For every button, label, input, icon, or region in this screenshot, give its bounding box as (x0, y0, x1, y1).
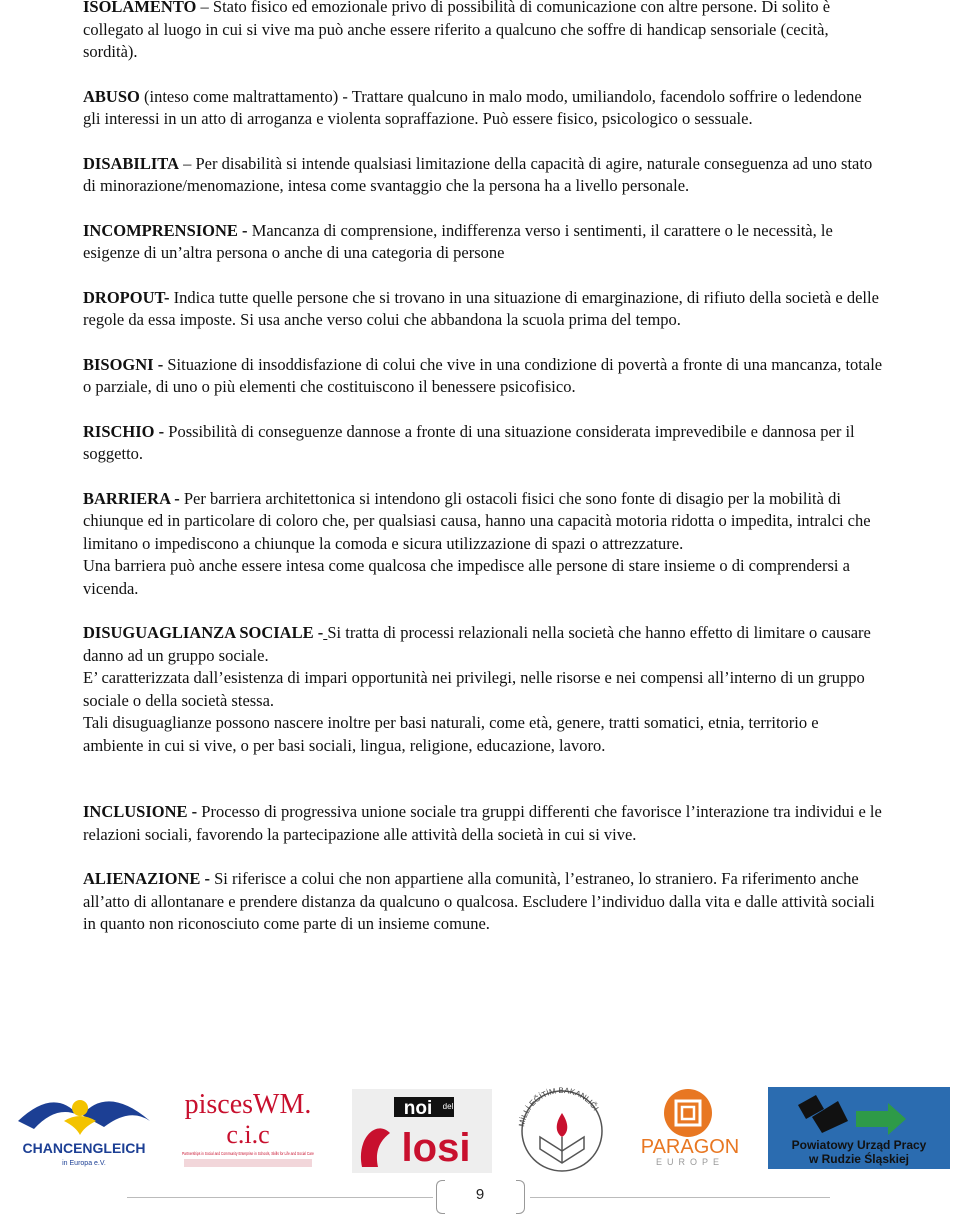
paragon-name: PARAGON (640, 1136, 740, 1158)
section-spacer (83, 779, 883, 801)
glossary-entry (83, 801, 883, 846)
page-footer (0, 1178, 960, 1216)
paragon-sub: EUROPE (655, 1157, 725, 1167)
noi-sub: losi (401, 1126, 471, 1170)
pisces-name: piscesWM. (184, 1089, 312, 1120)
glossary-entry (83, 0, 883, 64)
glossary (83, 0, 883, 958)
entry-definition: Mancanza di comprensione, indifferenza verso i sentimenti, il carattere o le necessità, le esigenze di un’altra persona o anche di una categoria di persone (83, 220, 833, 262)
entry-paragraph (83, 220, 883, 265)
pisces-logo (178, 1085, 318, 1171)
entry-term: ALIENAZIONE - (83, 869, 210, 888)
entry-term: INCOMPRENSIONE - (83, 220, 248, 240)
entry-term: DISABILITA (83, 153, 179, 173)
entry-definition: Processo di progressiva unione sociale tra gruppi differenti che favorisce l’interazione tra individui e le relazioni sociali, favorendo la partecipazione alle attività della società in cui si vive. (83, 802, 882, 844)
entry-separator: – (178, 153, 196, 173)
footer-bracket-right (516, 1180, 525, 1214)
entry-paragraph (83, 0, 883, 64)
glossary-entry (83, 287, 883, 332)
entry-paragraph (83, 622, 883, 667)
entry-paragraph (83, 801, 883, 846)
entry-definition: Per disabilità si intende qualsiasi limitazione della capacità di agire, naturale conseguenza ad uno stato di minorazione/menomazione, intesa come svantaggio che la persona ha a livello personale. (83, 153, 873, 195)
entry-extra-paragraph: E’ caratterizzata dall’esistenza di impari opportunità nei privilegi, nelle risorse e nei compensi all’interno di un gruppo sociale o della società stessa. (83, 668, 865, 710)
entry-definition: Stato fisico ed emozionale privo di possibilità di comunicazione con altre persone. Di solito è collegato al luogo in cui si vive ma può anche essere riferito a qualcuno che soffre di handicap sensoriale (cecità, sordità). (83, 0, 831, 61)
milli-egitim-logo (510, 1085, 614, 1173)
milli-arc-text: MİLLİ EĞİTİM BAKANLIĞI (517, 1085, 601, 1128)
paragon-logo (630, 1085, 750, 1169)
glossary-entry (83, 421, 883, 466)
entry-term: DROPOUT- (83, 287, 170, 307)
pisces-tagline: Partnerships in Social and Community Enterprise in Schools, Skills for Life and Social Care (182, 1151, 315, 1156)
entry-paragraph (83, 488, 883, 556)
powiatowy-urzad-pracy-logo (768, 1087, 950, 1169)
noi-small: del (442, 1102, 454, 1111)
glossary-entry (83, 622, 883, 757)
entry-definition: (inteso come maltrattamento) - Trattare qualcuno in malo modo, umiliandolo, facendolo soffrire o ledendone gli interessi in un atto di arroganza e violenta sopraffazione. Può essere fisico, psicologico o sessuale. (83, 86, 862, 128)
glossary-entry (83, 86, 883, 131)
entry-paragraph (83, 421, 883, 466)
pup-line2: w Rudzie Śląskiej (808, 1152, 910, 1166)
glossary-entry (83, 868, 883, 936)
entry-definition: Si riferisce a colui che non appartiene alla comunità, l’estraneo, lo straniero. Fa riferimento anche all’atto di allontanare e prendere distanza da qualcuno o qualcosa. Escludere l’individuo dalla vita e dalle attività sociali in quanto non riconosciuto come parte di un insieme comune. (83, 869, 875, 933)
pisces-sub: c.i.c (226, 1120, 270, 1149)
footer-rule-left (127, 1197, 433, 1198)
entry-paragraph (83, 86, 883, 131)
glossary-entry (83, 220, 883, 265)
entry-term: RISCHIO - (83, 421, 165, 441)
entry-definition: Possibilità di conseguenze dannose a fronte di una situazione considerata imprevedibile e dannosa per il soggetto. (83, 421, 855, 463)
noi-name: noi (403, 1098, 433, 1119)
noi-dei-losi-logo (352, 1089, 492, 1173)
glossary-entry (83, 354, 883, 399)
entry-definition: Situazione di insoddisfazione di colui che vive in una condizione di povertà a fronte di una mancanza, totale o parziale, di uno o più elementi che costituiscono il benessere psicofisico. (83, 354, 883, 396)
partner-logos (0, 1083, 960, 1173)
entry-term: INCLUSIONE - (83, 802, 198, 821)
entry-separator: – (196, 0, 213, 16)
chancengleich-logo (4, 1091, 164, 1171)
page-number: 9 (475, 1186, 485, 1203)
entry-definition: Indica tutte quelle persone che si trovano in una situazione di emarginazione, di rifiuto della società e delle regole da essa imposte. Si usa anche verso colui che abbandona la scuola prima del tempo. (83, 287, 879, 329)
entry-extra-paragraph: Tali disuguaglianze possono nascere inoltre per basi naturali, come età, genere, tratti somatici, etnia, territorio e ambiente in cui si vive, o per basi sociali, lingua, religione, educazione, lavoro. (83, 713, 819, 755)
entry-paragraph (83, 287, 883, 332)
entry-definition: Si tratta di processi relazionali nella società che hanno effetto di limitare o causare danno ad un gruppo sociale. (83, 623, 871, 665)
footer-bracket-left (436, 1180, 445, 1214)
glossary-entry (83, 153, 883, 198)
entry-term: BISOGNI - (83, 354, 164, 374)
pup-line1: Powiatowy Urząd Pracy (791, 1138, 927, 1152)
chancengleich-name: CHANCENGLEICH (22, 1140, 146, 1156)
entry-term: ABUSO (83, 86, 140, 106)
entry-definition: Per barriera architettonica si intendono gli ostacoli fisici che sono fonte di disagio per la mobilità di chiunque ed in particolare di coloro che, per qualsiasi causa, hanno una capacità motoria ridotta o impedita, intralci che limitano o impediscono a chiunque la comoda e sicura utilizzazione di spazi o attrezzature. (83, 488, 871, 553)
entry-term: BARRIERA - (83, 488, 180, 508)
entry-term: DISUGUAGLIANZA SOCIALE - (83, 623, 324, 642)
chancengleich-sub: in Europa e.V. (62, 1160, 106, 1167)
entry-paragraph (83, 153, 883, 198)
entry-paragraph (83, 354, 883, 399)
entry-paragraph (83, 868, 883, 936)
glossary-entry (83, 488, 883, 601)
entry-extra-paragraph: Una barriera può anche essere intesa come qualcosa che impedisce alle persone di stare insieme o di comprendersi a vicenda. (83, 556, 850, 598)
entry-term: ISOLAMENTO (83, 0, 197, 16)
footer-rule-right (530, 1197, 830, 1198)
